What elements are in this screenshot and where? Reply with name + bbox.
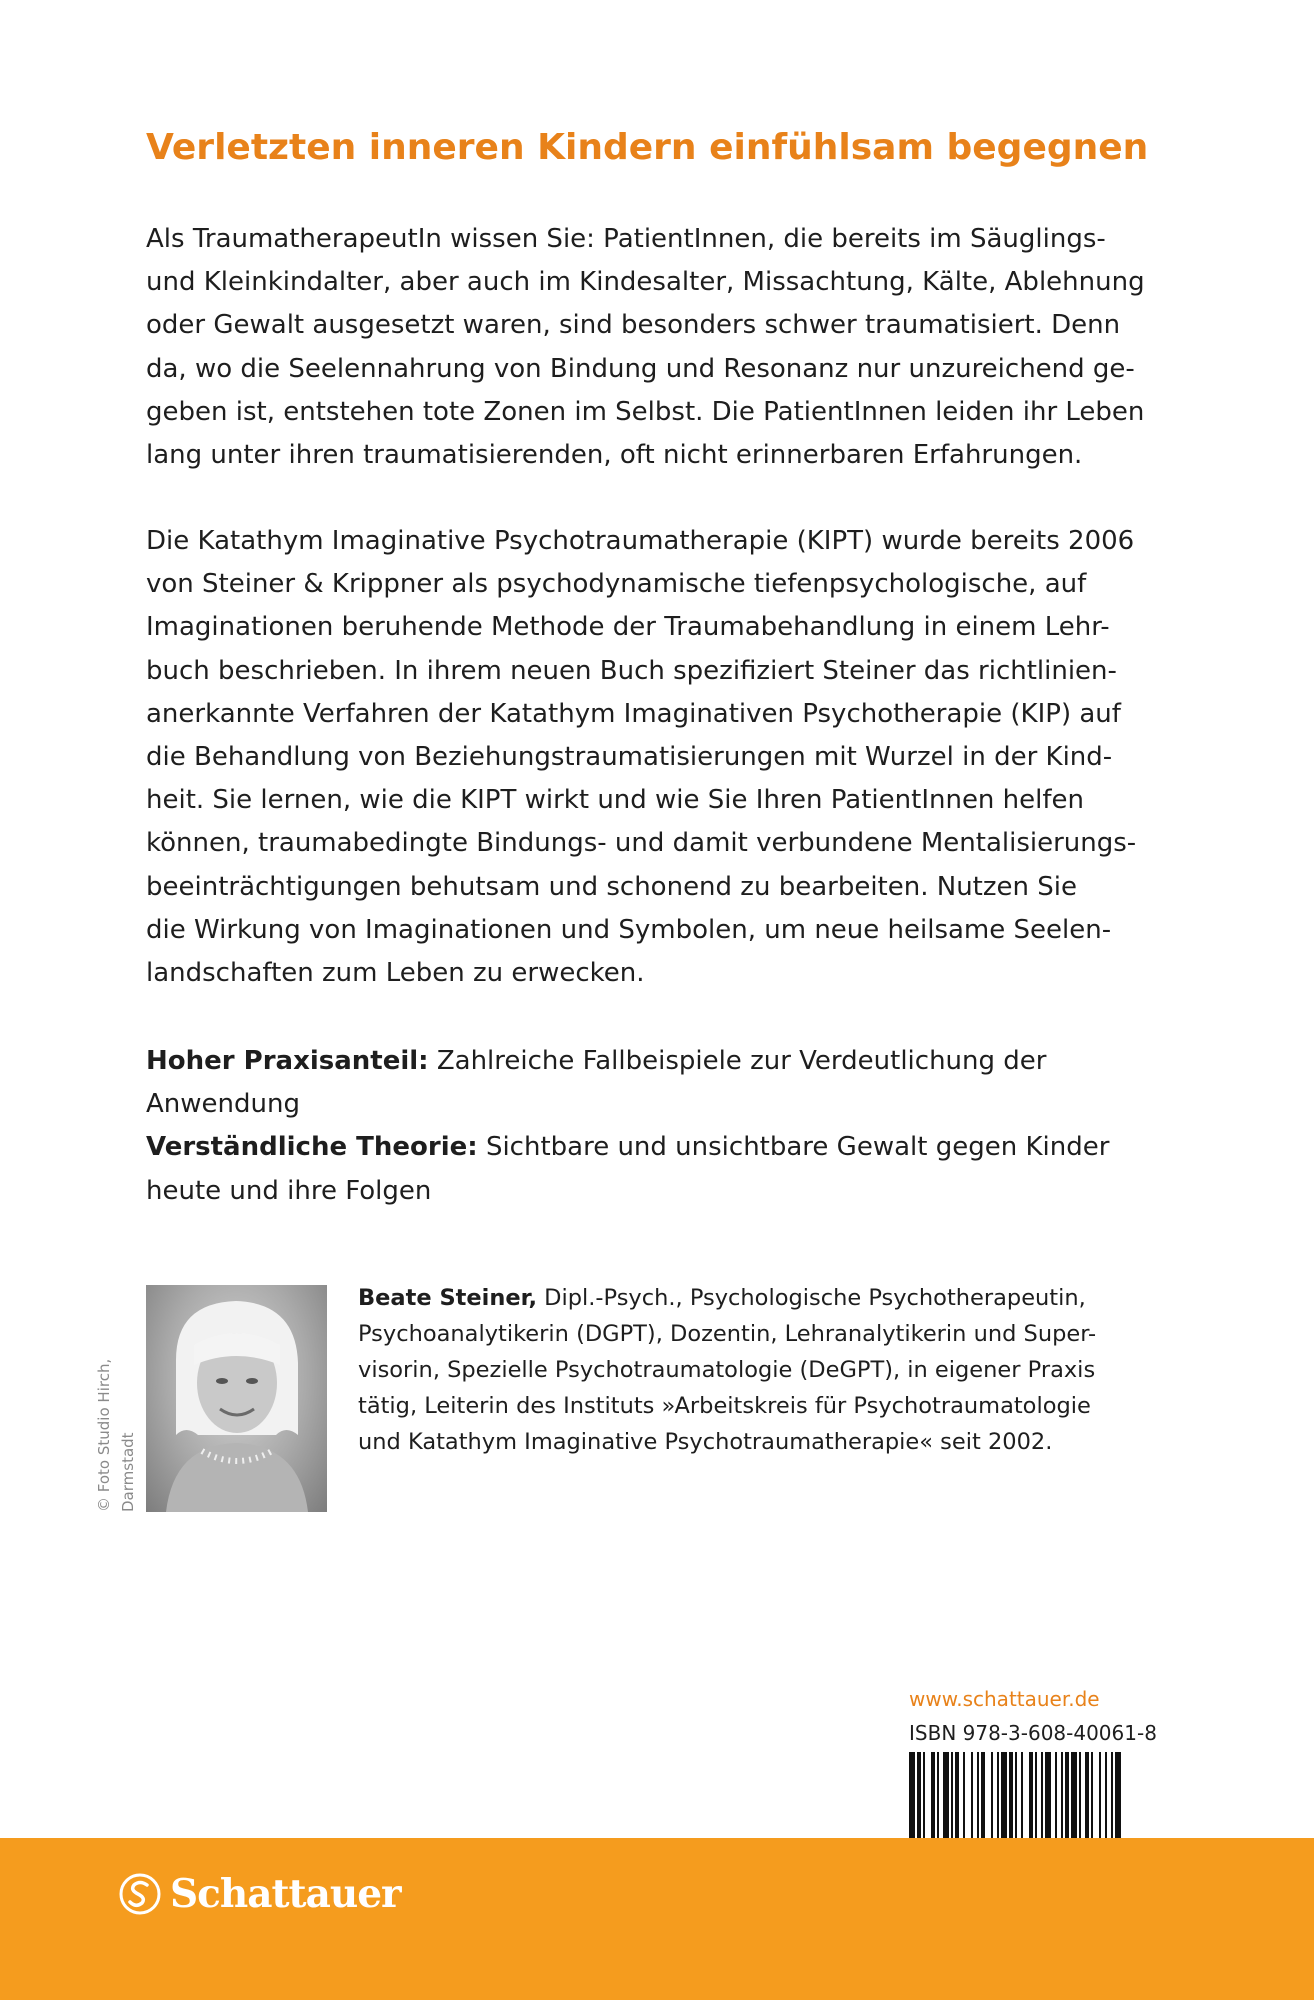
barcode-bar — [1045, 1752, 1051, 1840]
author-bio-line: visorin, Spezielle Psychotraumatologie (DeGPT), in eigener Praxis — [358, 1357, 1096, 1383]
barcode-bar — [1055, 1752, 1057, 1840]
photo-credit-line: © Foto Studio Hirch, — [95, 1358, 113, 1512]
method-line: können, traumabedingte Bindungs- und damit verbundene Mentalisierungs- — [146, 828, 1137, 859]
intro-paragraph — [146, 218, 1186, 477]
photo-credit-line: Darmstadt — [119, 1432, 137, 1512]
intro-line: Als TraumatherapeutIn wissen Sie: PatientInnen, die bereits im Säuglings- — [146, 224, 1106, 254]
intro-line: und Kleinkindalter, aber auch im Kindesalter, Missachtung, Kälte, Ablehnung — [146, 267, 1145, 298]
barcode-bar — [1111, 1752, 1113, 1840]
barcode-bar — [917, 1752, 921, 1840]
author-bio-line: Psychoanalytikerin (DGPT), Dozentin, Lehranalytikerin und Super- — [358, 1321, 1097, 1347]
headline: Verletzten inneren Kindern einfühlsam begegnen — [146, 127, 1149, 168]
barcode-bar — [1001, 1752, 1007, 1840]
isbn: ISBN 978-3-608-40061-8 — [909, 1721, 1157, 1745]
publisher-logo — [118, 1870, 401, 1918]
author-bio-line: und Katathym Imaginative Psychotraumatherapie« seit 2002. — [358, 1429, 1053, 1455]
barcode-bar — [909, 1752, 915, 1840]
barcode-bar — [1061, 1752, 1063, 1840]
barcode-bar — [981, 1752, 985, 1840]
method-line: die Behandlung von Beziehungstraumatisierungen mit Wurzel in der Kind- — [146, 742, 1113, 773]
highlight-theory-text: Sichtbare und unsichtbare Gewalt gegen Kinder — [485, 1132, 1110, 1163]
highlights — [146, 1040, 1186, 1213]
intro-line: da, wo die Seelennahrung von Bindung und Resonanz nur unzureichend ge- — [146, 353, 1135, 384]
highlight-theory-label: Verständliche Theorie: — [146, 1132, 478, 1163]
isbn-barcode — [909, 1752, 1167, 1840]
author-bio — [358, 1280, 1178, 1460]
barcode-bar — [1009, 1752, 1013, 1840]
author-bio-first-line — [358, 1280, 1178, 1316]
barcode-bar — [923, 1752, 925, 1840]
barcode-bar — [943, 1752, 949, 1840]
barcode-bar — [931, 1752, 935, 1840]
barcode-bar — [1029, 1752, 1033, 1840]
method-line: buch beschrieben. In ihrem neuen Buch spezifiziert Steiner das richtlinien- — [146, 655, 1117, 686]
barcode-bar — [1099, 1752, 1101, 1840]
author-portrait-illustration — [146, 1285, 327, 1512]
barcode-bar — [951, 1752, 953, 1840]
barcode-bar — [991, 1752, 993, 1840]
highlight-practice — [146, 1040, 1186, 1083]
barcode-bar — [997, 1752, 999, 1840]
publisher-logo-text: Schattauer — [170, 1871, 401, 1917]
method-paragraph — [146, 520, 1186, 995]
highlight-practice-text: Zahlreiche Fallbeispiele zur Verdeutlichung der — [436, 1046, 1047, 1076]
method-line: beeinträchtigungen behutsam und schonend zu bearbeiten. Nutzen Sie — [146, 871, 1077, 902]
method-line: anerkannte Verfahren der Katathym Imaginativen Psychotherapie (KIP) auf — [146, 698, 1121, 729]
barcode-bar — [1041, 1752, 1043, 1840]
s-emblem-icon — [118, 1872, 162, 1916]
author-bio-line: tätig, Leiterin des Instituts »Arbeitskreis für Psychotraumatologie — [358, 1393, 1091, 1419]
method-line: von Steiner & Krippner als psychodynamische tiefenpsychologische, auf — [146, 569, 1087, 600]
highlight-practice-continuation: Anwendung — [146, 1089, 300, 1120]
publisher-website[interactable]: www.schattauer.de — [909, 1687, 1100, 1711]
photo-credit — [92, 1272, 140, 1512]
barcode-bar — [1091, 1752, 1093, 1840]
highlight-practice-label: Hoher Praxisanteil: — [146, 1046, 429, 1076]
barcode-bar — [1105, 1752, 1107, 1840]
barcode-bar — [937, 1752, 939, 1840]
barcode-bar — [1015, 1752, 1017, 1840]
barcode-bar — [1021, 1752, 1023, 1840]
barcode-bar — [955, 1752, 959, 1840]
highlight-theory — [146, 1126, 1186, 1169]
method-line: landschaften zum Leben zu erwecken. — [146, 958, 645, 989]
barcode-bar — [1071, 1752, 1077, 1840]
method-line: Imaginationen beruhende Methode der Traumabehandlung in einem Lehr- — [146, 612, 1110, 643]
intro-line: lang unter ihren traumatisierenden, oft nicht erinnerbaren Erfahrungen. — [146, 440, 1083, 471]
barcode-bar — [1115, 1752, 1121, 1840]
author-name: Beate Steiner, — [358, 1285, 537, 1311]
author-photo — [146, 1285, 327, 1512]
barcode-bar — [971, 1752, 973, 1840]
barcode-bar — [1085, 1752, 1089, 1840]
intro-line: geben ist, entstehen tote Zonen im Selbst. Die PatientInnen leiden ihr Leben — [146, 396, 1145, 427]
barcode-bar — [1035, 1752, 1037, 1840]
method-line: Die Katathym Imaginative Psychotraumatherapie (KIPT) wurde bereits 2006 — [146, 526, 1135, 556]
highlight-theory-continuation: heute und ihre Folgen — [146, 1175, 432, 1206]
method-line: die Wirkung von Imaginationen und Symbolen, um neue heilsame Seelen- — [146, 914, 1112, 945]
publisher-footer-bar — [0, 1838, 1314, 2000]
intro-line: oder Gewalt ausgesetzt waren, sind besonders schwer traumatisiert. Denn — [146, 310, 1121, 341]
method-line: heit. Sie lernen, wie die KIPT wirkt und wie Sie Ihren PatientInnen helfen — [146, 785, 1085, 816]
author-bio-text: Dipl.-Psych., Psychologische Psychotherapeutin, — [544, 1285, 1086, 1311]
barcode-bar — [977, 1752, 979, 1840]
barcode-bar — [1079, 1752, 1081, 1840]
barcode-bar — [963, 1752, 965, 1840]
barcode-bar — [1065, 1752, 1069, 1840]
